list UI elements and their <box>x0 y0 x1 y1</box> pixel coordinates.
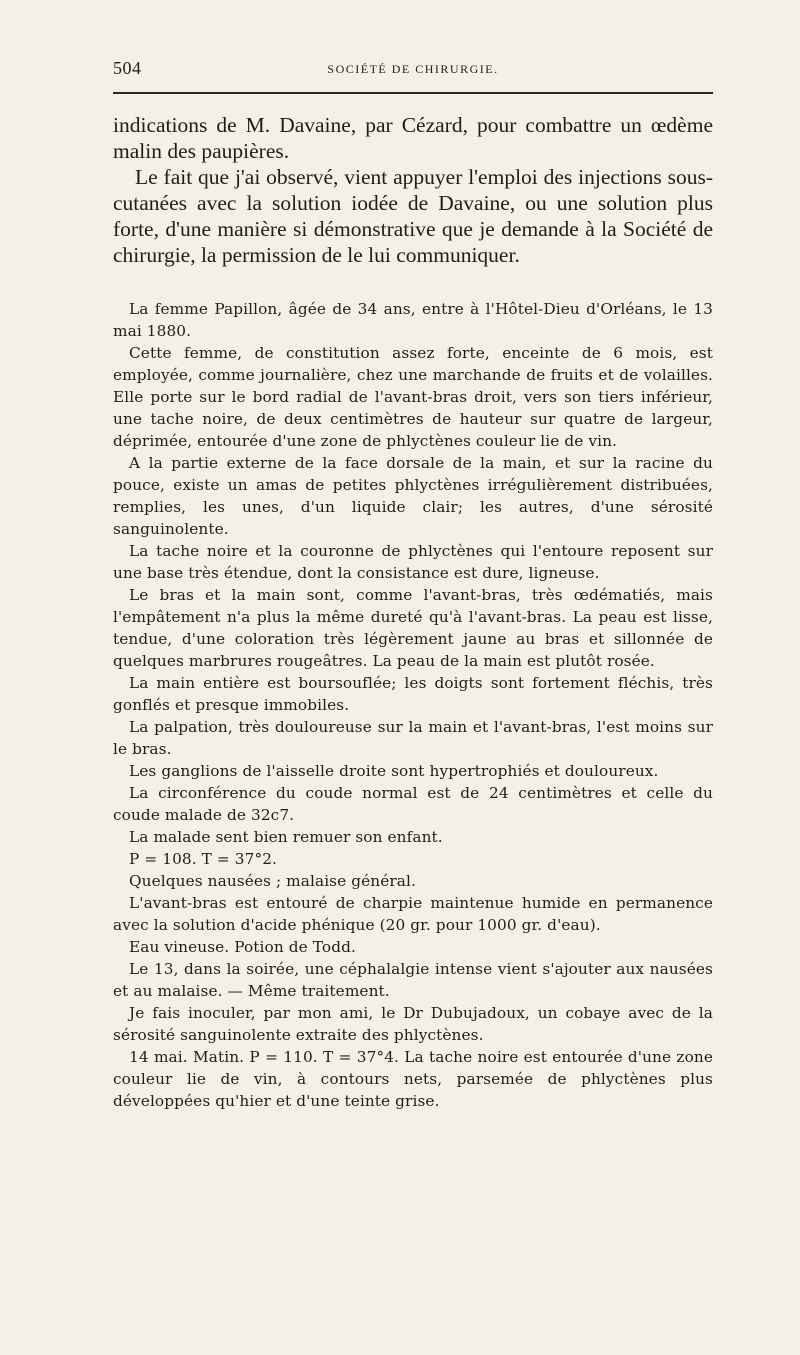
case-paragraph: Les ganglions de l'aisselle droite sont hypertrophiés et douloureux. <box>129 762 659 780</box>
case-paragraph: La palpation, très douloureuse sur la main et l'avant-bras, l'est moins sur le bras. <box>113 718 713 758</box>
case-paragraph: Eau vineuse. Potion de Todd. <box>129 938 356 956</box>
paragraph: indications de M. Davaine, par Cézard, pour combattre un œdème malin des paupières. <box>113 113 713 163</box>
book-page <box>113 58 713 1112</box>
case-paragraph: Cette femme, de constitution assez forte, enceinte de 6 mois, est employée, comme journalière, chez une marchande de fruits et de volailles. Elle porte sur le bord radial de l'avant-bras droit, vers son tiers inférieur, une tache noire, de deux centimètres de hauteur sur quatre de largeur, déprimée, entourée d'une zone de phlyctènes couleur lie de vin. <box>113 344 713 450</box>
case-paragraph: Le bras et la main sont, comme l'avant-bras, très œdématiés, mais l'empâtement n'a plus la même dureté qu'à l'avant-bras. La peau est lisse, tendue, d'une coloration très légèrement jaune au bras et sillonnée de quelques marbrures rougeâtres. La peau de la main est plutôt rosée. <box>113 586 713 670</box>
page-number: 504 <box>113 58 142 78</box>
running-head <box>113 58 713 84</box>
case-observation <box>113 298 713 1112</box>
case-paragraph: 14 mai. Matin. P = 110. T = 37°4. La tache noire est entourée d'une zone couleur lie de vin, à contours nets, parsemée de phlyctènes plus développées qu'hier et d'une teinte grise. <box>113 1048 713 1110</box>
case-paragraph: P = 108. T = 37°2. <box>129 850 278 868</box>
case-paragraph: Je fais inoculer, par mon ami, le Dr Dubujadoux, un cobaye avec de la sérosité sanguinolente extraite des phlyctènes. <box>113 1004 713 1044</box>
paragraph: Le fait que j'ai observé, vient appuyer l'emploi des injections sous-cutanées avec la solution iodée de Davaine, ou une solution plus forte, d'une manière si démonstrative que je demande à la Société de chirurgie, la permission de le lui communiquer. <box>113 165 713 267</box>
case-paragraph: La main entière est boursouflée; les doigts sont fortement fléchis, très gonflés et presque immobiles. <box>113 674 713 714</box>
case-paragraph: Quelques nausées ; malaise général. <box>129 872 416 890</box>
case-paragraph: A la partie externe de la face dorsale de la main, et sur la racine du pouce, existe un amas de petites phlyctènes irrégulièrement distribuées, remplies, les unes, d'un liquide clair; les autres, d'une sérosité sanguinolente. <box>113 454 713 538</box>
case-paragraph: La malade sent bien remuer son enfant. <box>129 828 443 846</box>
running-title: SOCIÉTÉ DE CHIRURGIE. <box>327 62 499 76</box>
case-paragraph: La tache noire et la couronne de phlyctènes qui l'entoure reposent sur une base très étendue, dont la consistance est dure, ligneuse. <box>113 542 713 582</box>
header-rule <box>113 92 713 94</box>
intro-text <box>113 112 713 268</box>
case-paragraph: La femme Papillon, âgée de 34 ans, entre à l'Hôtel-Dieu d'Orléans, le 13 mai 1880. <box>113 300 713 340</box>
case-paragraph: Le 13, dans la soirée, une céphalalgie intense vient s'ajouter aux nausées et au malaise. — Même traitement. <box>113 960 713 1000</box>
case-paragraph: La circonférence du coude normal est de 24 centimètres et celle du coude malade de 32c7. <box>113 784 713 824</box>
case-paragraph: L'avant-bras est entouré de charpie maintenue humide en permanence avec la solution d'acide phénique (20 gr. pour 1000 gr. d'eau). <box>113 894 713 934</box>
